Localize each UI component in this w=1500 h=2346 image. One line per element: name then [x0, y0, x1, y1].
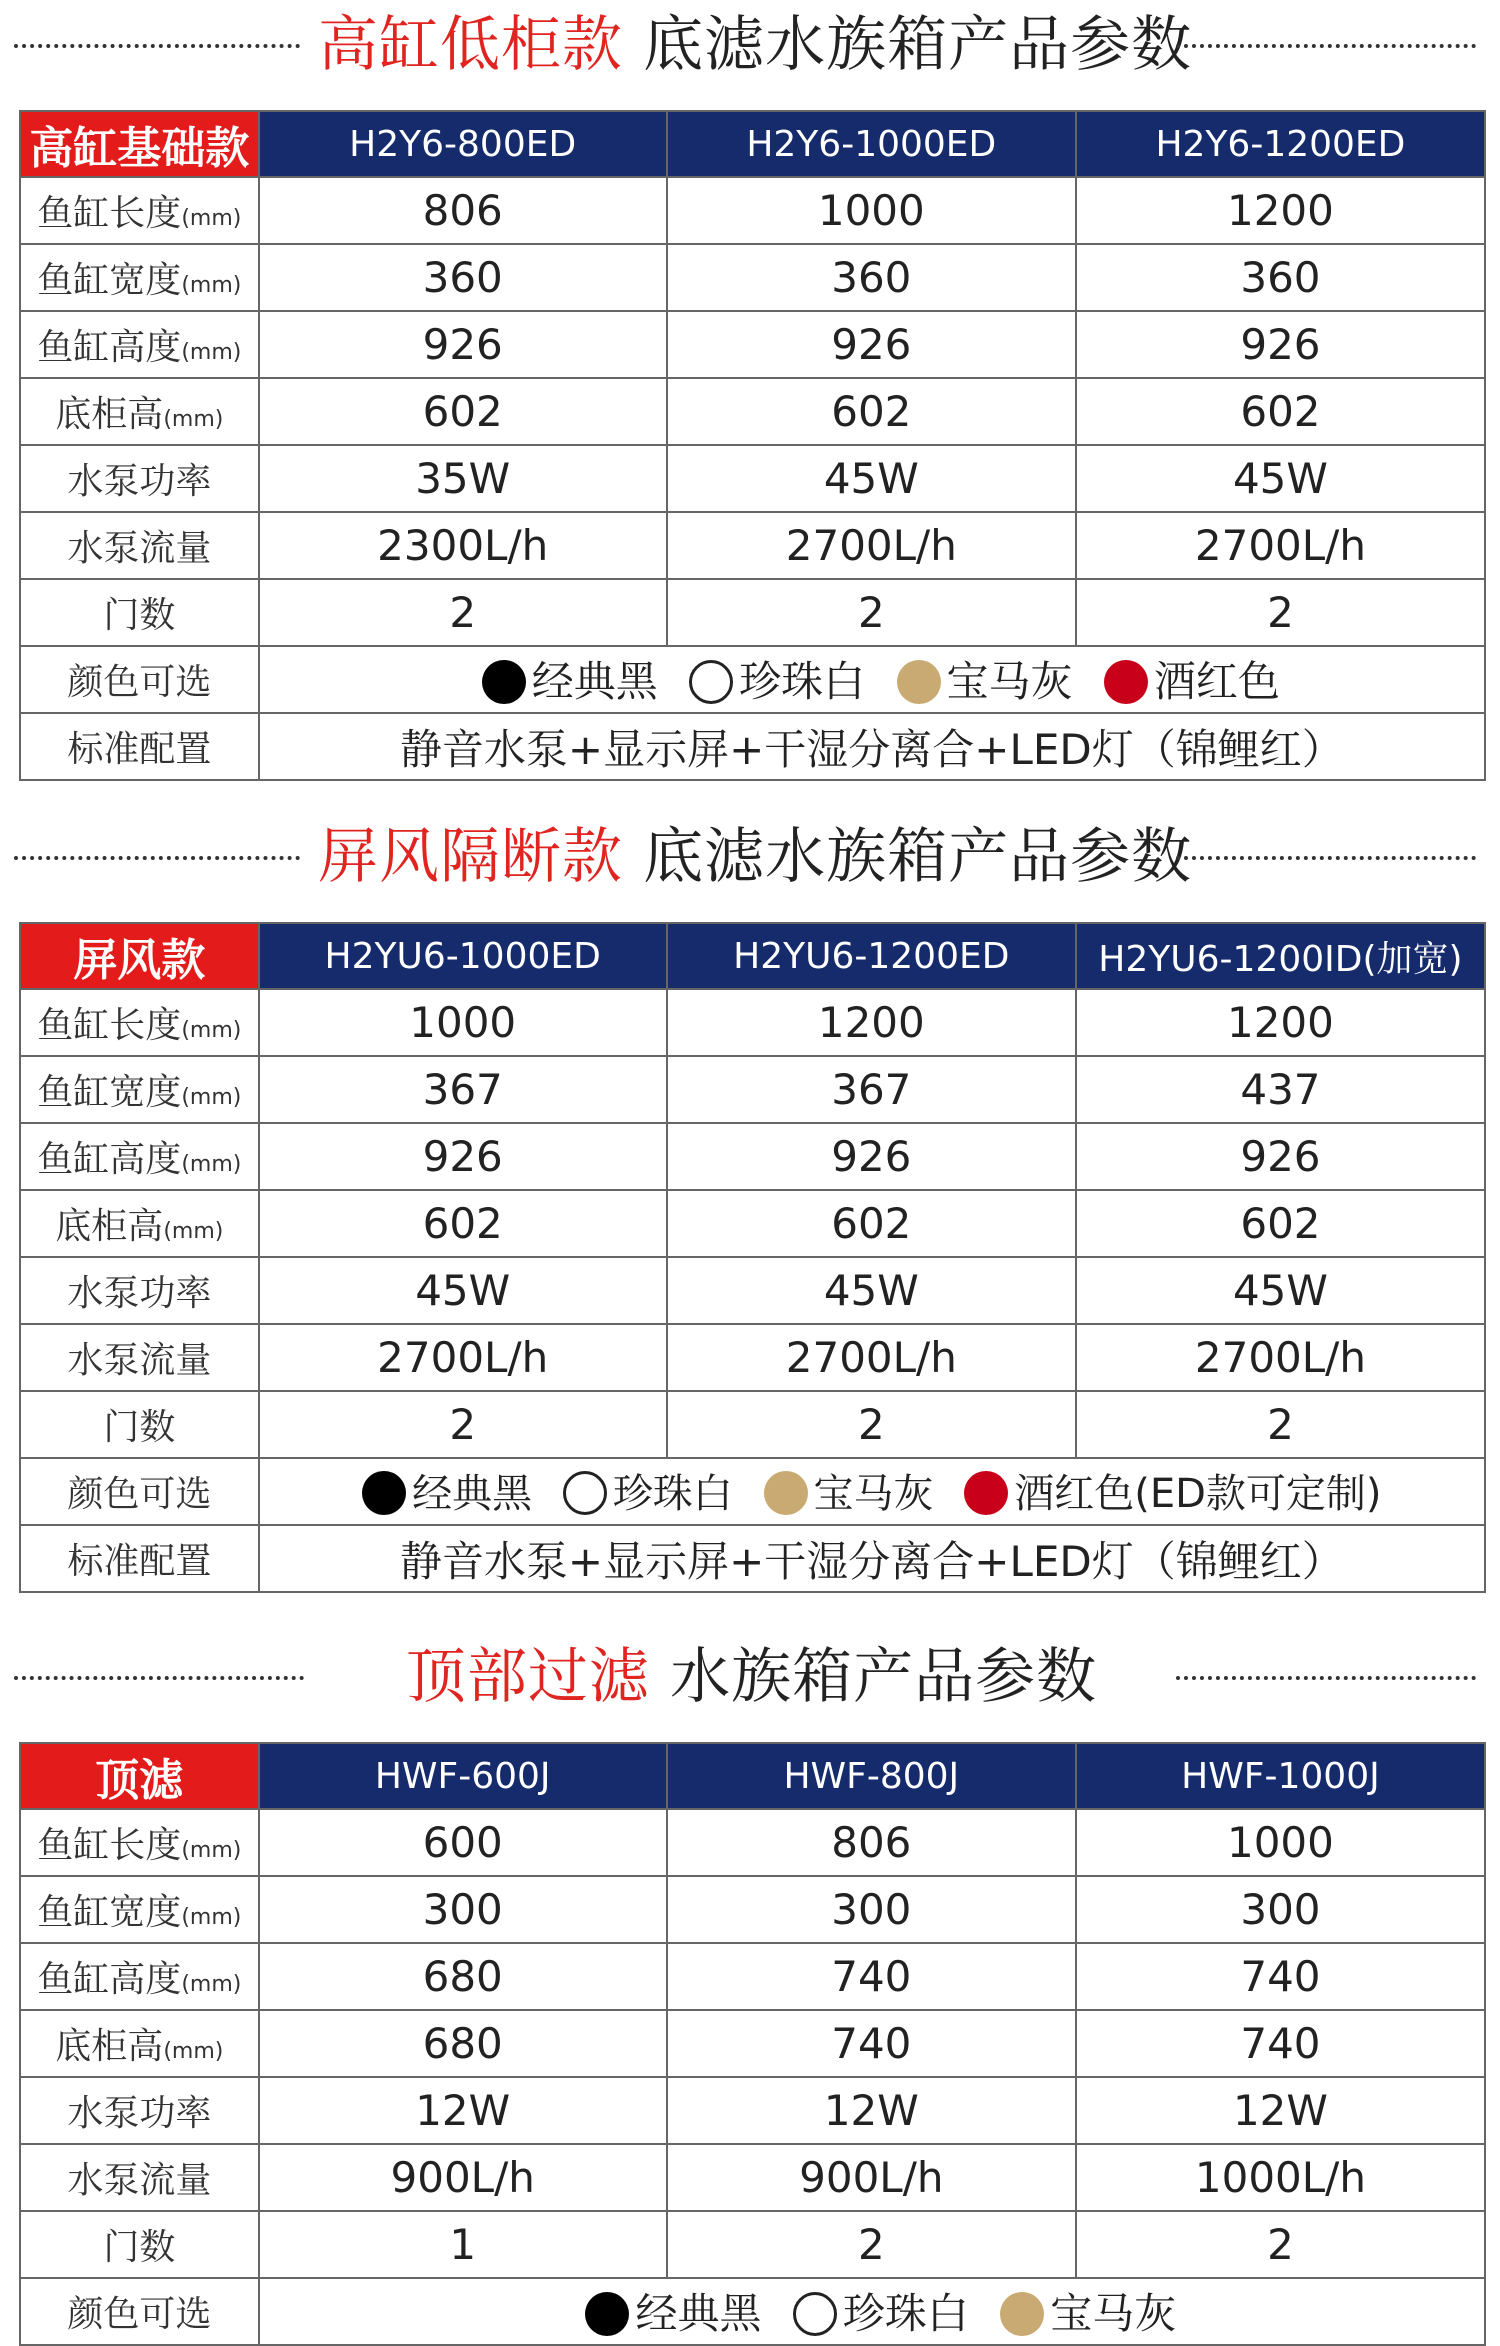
table-cell: 740	[1076, 1943, 1485, 2010]
table-cell: 300	[1076, 1876, 1485, 1943]
table-cell: 2	[1076, 2211, 1485, 2278]
heading-divider-left	[14, 44, 300, 48]
table-cell: 600	[259, 1809, 667, 1876]
table-cell: 360	[1076, 244, 1485, 311]
row-label: 水泵功率	[20, 2077, 259, 2144]
corner-label: 顶滤	[20, 1743, 259, 1809]
table-cell: 680	[259, 1943, 667, 2010]
table-cell: 2	[259, 579, 667, 646]
color-swatch-red	[1104, 660, 1148, 704]
row-label: 鱼缸长度(mm)	[20, 177, 259, 244]
table-cell: 900L/h	[259, 2144, 667, 2211]
section-top-filter	[0, 1632, 1500, 2339]
section-title-rest: 底滤水族箱产品参数	[623, 10, 1193, 80]
model-name: H2YU6-1200ID(加宽)	[1076, 923, 1485, 989]
table-cell: 45W	[1076, 1257, 1485, 1324]
corner-label: 高缸基础款	[20, 111, 259, 177]
row-label: 底柜高(mm)	[20, 2010, 259, 2077]
table-row	[20, 1324, 1485, 1391]
table-row	[20, 1809, 1485, 1876]
table-cell: 926	[1076, 1123, 1485, 1190]
table-row	[20, 989, 1485, 1056]
section-title-highlight: 屏风隔断款	[318, 822, 623, 892]
table-cell: 12W	[667, 2077, 1076, 2144]
model-name: HWF-800J	[667, 1743, 1076, 1809]
table-cell: 602	[259, 378, 667, 445]
table-row	[20, 579, 1485, 646]
table-cell: 1000	[667, 177, 1076, 244]
table-cell: 2700L/h	[667, 512, 1076, 579]
table-row	[20, 2144, 1485, 2211]
table-row	[20, 177, 1485, 244]
table-cell: 1	[259, 2211, 667, 2278]
table-cell: 12W	[1076, 2077, 1485, 2144]
color-swatch-red	[964, 1471, 1008, 1515]
table-cell: 300	[259, 1876, 667, 1943]
table-row	[20, 1123, 1485, 1190]
color-name: 珍珠白	[842, 2289, 969, 2339]
table-cell: 45W	[1076, 445, 1485, 512]
table-cell: 2700L/h	[1076, 1324, 1485, 1391]
section-title-highlight: 高缸低柜款	[318, 10, 623, 80]
table-cell: 602	[1076, 378, 1485, 445]
model-name: H2Y6-1200ED	[1076, 111, 1485, 177]
spec-table	[19, 922, 1486, 1593]
table-row	[20, 512, 1485, 579]
model-header-row	[20, 923, 1485, 989]
spec-table	[19, 1742, 1486, 2346]
table-row	[20, 1056, 1485, 1123]
heading-divider-right	[1176, 1676, 1476, 1680]
table-cell: 602	[1076, 1190, 1485, 1257]
model-name: H2Y6-800ED	[259, 111, 667, 177]
row-label: 颜色可选	[20, 1458, 259, 1525]
row-label: 标准配置	[20, 1525, 259, 1592]
table-cell: 45W	[667, 1257, 1076, 1324]
color-swatch-grey	[764, 1471, 808, 1515]
table-cell: 35W	[259, 445, 667, 512]
table-cell: 926	[667, 311, 1076, 378]
row-label: 门数	[20, 579, 259, 646]
row-label: 颜色可选	[20, 2278, 259, 2345]
model-header-row	[20, 111, 1485, 177]
color-swatch-white	[689, 660, 733, 704]
color-swatch-grey	[1000, 2292, 1044, 2336]
color-name: 宝马灰	[813, 1471, 934, 1517]
table-row	[20, 1190, 1485, 1257]
table-cell: 360	[667, 244, 1076, 311]
config-value: 静音水泵+显示屏+干湿分离合+LED灯（锦鲤红）	[259, 1525, 1485, 1592]
color-name: 酒红色	[1153, 657, 1280, 707]
corner-label: 屏风款	[20, 923, 259, 989]
row-label: 鱼缸高度(mm)	[20, 1943, 259, 2010]
table-cell: 806	[667, 1809, 1076, 1876]
color-name: 经典黑	[412, 1471, 533, 1517]
model-name: H2YU6-1200ED	[667, 923, 1076, 989]
config-value: 静音水泵+显示屏+干湿分离合+LED灯（锦鲤红）	[259, 713, 1485, 780]
table-cell: 2	[667, 2211, 1076, 2278]
table-cell: 1200	[667, 989, 1076, 1056]
table-cell: 740	[1076, 2010, 1485, 2077]
section-title	[406, 1632, 1097, 1722]
table-cell: 806	[259, 177, 667, 244]
table-row	[20, 1257, 1485, 1324]
color-name: 宝马灰	[946, 657, 1073, 707]
row-label: 门数	[20, 1391, 259, 1458]
table-cell: 1000	[1076, 1809, 1485, 1876]
table-cell: 740	[667, 1943, 1076, 2010]
table-cell: 2	[667, 1391, 1076, 1458]
color-name: 珍珠白	[612, 1471, 733, 1517]
table-cell: 367	[667, 1056, 1076, 1123]
table-cell: 602	[667, 1190, 1076, 1257]
table-cell: 45W	[259, 1257, 667, 1324]
color-swatch-white	[793, 2292, 837, 2336]
table-row	[20, 1943, 1485, 2010]
row-label: 水泵功率	[20, 1257, 259, 1324]
table-cell: 740	[667, 2010, 1076, 2077]
table-cell: 367	[259, 1056, 667, 1123]
section-high-tank	[0, 0, 1500, 774]
table-cell: 45W	[667, 445, 1076, 512]
table-cell: 2	[259, 1391, 667, 1458]
table-cell: 900L/h	[667, 2144, 1076, 2211]
heading-divider-right	[1176, 856, 1476, 860]
model-name: H2YU6-1000ED	[259, 923, 667, 989]
color-options	[259, 2278, 1485, 2345]
section-title	[318, 0, 1192, 90]
spec-table	[19, 110, 1486, 781]
section-heading	[0, 1632, 1500, 1722]
table-row	[20, 1876, 1485, 1943]
color-swatch-white	[563, 1471, 607, 1515]
color-swatch-black	[585, 2292, 629, 2336]
colors-row	[20, 646, 1485, 713]
model-header-row	[20, 1743, 1485, 1809]
table-cell: 2700L/h	[667, 1324, 1076, 1391]
row-label: 鱼缸长度(mm)	[20, 989, 259, 1056]
section-title-rest: 水族箱产品参数	[650, 1642, 1098, 1712]
table-cell: 926	[667, 1123, 1076, 1190]
color-name: 宝马灰	[1050, 2289, 1177, 2339]
table-cell: 1200	[1076, 177, 1485, 244]
table-row	[20, 244, 1485, 311]
table-row	[20, 2211, 1485, 2278]
color-name: 珍珠白	[739, 657, 866, 707]
model-name: H2Y6-1000ED	[667, 111, 1076, 177]
table-cell: 2300L/h	[259, 512, 667, 579]
table-cell: 360	[259, 244, 667, 311]
config-row	[20, 1525, 1485, 1592]
row-label: 鱼缸长度(mm)	[20, 1809, 259, 1876]
table-row	[20, 311, 1485, 378]
colors-row	[20, 2278, 1485, 2345]
table-cell: 926	[1076, 311, 1485, 378]
row-label: 水泵流量	[20, 1324, 259, 1391]
table-cell: 2	[1076, 1391, 1485, 1458]
row-label: 颜色可选	[20, 646, 259, 713]
row-label: 门数	[20, 2211, 259, 2278]
table-cell: 2700L/h	[259, 1324, 667, 1391]
model-name: HWF-1000J	[1076, 1743, 1485, 1809]
config-row	[20, 713, 1485, 780]
section-title-rest: 底滤水族箱产品参数	[623, 822, 1193, 892]
table-cell: 300	[667, 1876, 1076, 1943]
table-cell: 2	[667, 579, 1076, 646]
section-heading	[0, 0, 1500, 90]
table-row	[20, 2077, 1485, 2144]
heading-divider-right	[1176, 44, 1476, 48]
color-name: 酒红色(ED款可定制)	[1014, 1471, 1382, 1517]
table-row	[20, 2010, 1485, 2077]
heading-divider-left	[14, 1676, 304, 1680]
table-cell: 926	[259, 311, 667, 378]
table-cell: 602	[259, 1190, 667, 1257]
table-row	[20, 445, 1485, 512]
row-label: 水泵流量	[20, 2144, 259, 2211]
color-options	[259, 646, 1485, 713]
table-cell: 926	[259, 1123, 667, 1190]
table-row	[20, 378, 1485, 445]
table-cell: 1000L/h	[1076, 2144, 1485, 2211]
row-label: 底柜高(mm)	[20, 378, 259, 445]
table-cell: 680	[259, 2010, 667, 2077]
table-cell: 437	[1076, 1056, 1485, 1123]
row-label: 鱼缸宽度(mm)	[20, 1056, 259, 1123]
table-cell: 2700L/h	[1076, 512, 1485, 579]
color-swatch-black	[362, 1471, 406, 1515]
section-heading	[0, 812, 1500, 902]
row-label: 鱼缸高度(mm)	[20, 1123, 259, 1190]
table-cell: 2	[1076, 579, 1485, 646]
color-swatch-black	[482, 660, 526, 704]
row-label: 水泵流量	[20, 512, 259, 579]
row-label: 鱼缸宽度(mm)	[20, 1876, 259, 1943]
row-label: 鱼缸高度(mm)	[20, 311, 259, 378]
table-cell: 1000	[259, 989, 667, 1056]
row-label: 底柜高(mm)	[20, 1190, 259, 1257]
heading-divider-left	[14, 856, 300, 860]
colors-row	[20, 1458, 1485, 1525]
model-name: HWF-600J	[259, 1743, 667, 1809]
color-name: 经典黑	[635, 2289, 762, 2339]
table-cell: 602	[667, 378, 1076, 445]
row-label: 标准配置	[20, 713, 259, 780]
row-label: 鱼缸宽度(mm)	[20, 244, 259, 311]
row-label: 水泵功率	[20, 445, 259, 512]
table-cell: 1200	[1076, 989, 1485, 1056]
color-options	[259, 1458, 1485, 1525]
color-name: 经典黑	[531, 657, 658, 707]
section-title-highlight: 顶部过滤	[406, 1642, 650, 1712]
section-title	[318, 812, 1192, 902]
table-row	[20, 1391, 1485, 1458]
section-screen-partition	[0, 812, 1500, 1586]
table-cell: 12W	[259, 2077, 667, 2144]
color-swatch-grey	[897, 660, 941, 704]
